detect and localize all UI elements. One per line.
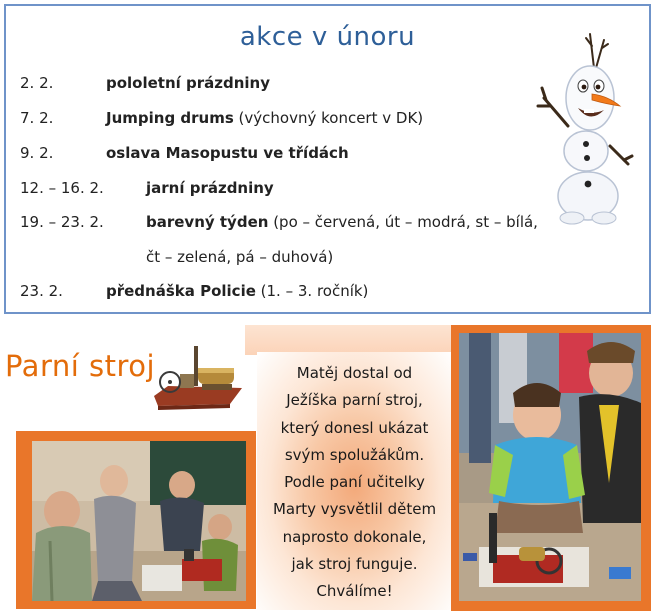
article-line: Marty vysvětlil dětem <box>272 500 437 519</box>
article-text <box>257 360 452 606</box>
article-text-box <box>257 352 452 610</box>
article-line: Matěj dostal od <box>296 364 413 382</box>
article-line: naprosto dokonale, <box>282 527 427 546</box>
event-date: 23. 2. <box>20 282 63 300</box>
article-line: jak stroj funguje. <box>291 555 418 574</box>
event-name: pololetní prázdniny <box>106 74 271 92</box>
article-line: Ježíška parní stroj, <box>286 391 423 410</box>
event-name: barevný týden <box>146 213 269 231</box>
steam-engine-picture <box>150 342 246 418</box>
event-name: oslava Masopustu ve třídách <box>106 144 349 162</box>
event-detail: čt – zelená, pá – duhová) <box>146 248 334 266</box>
event-text <box>106 109 423 127</box>
event-name: jarní prázdniny <box>146 179 274 197</box>
event-date: 7. 2. <box>20 109 54 127</box>
decor-band <box>245 325 453 355</box>
event-text <box>106 144 349 162</box>
photo-frame <box>16 431 256 609</box>
article-line: který donesl ukázat <box>280 418 429 437</box>
event-date: 19. – 23. 2. <box>20 213 104 231</box>
snowman-picture <box>528 26 638 226</box>
event-name: přednáška Policie <box>106 282 256 300</box>
event-text <box>146 213 538 231</box>
event-date: 9. 2. <box>20 144 54 162</box>
event-text <box>146 248 333 266</box>
event-date: 12. – 16. 2. <box>20 179 104 197</box>
boys-photo <box>459 333 641 601</box>
section-title: Parní stroj <box>5 349 156 383</box>
event-name: Jumping drums <box>106 109 234 127</box>
event-text <box>146 179 274 197</box>
event-text <box>106 74 270 92</box>
event-detail: (po – červená, út – modrá, st – bílá, <box>268 213 538 231</box>
event-text <box>106 282 368 300</box>
event-detail: (1. – 3. ročník) <box>255 282 369 300</box>
event-detail: (výchovný koncert v DK) <box>233 109 424 127</box>
article-line: Podle paní učitelky <box>284 473 425 492</box>
article-line: svým spolužákům. <box>284 445 425 464</box>
photo-frame <box>451 325 651 611</box>
event-date: 2. 2. <box>20 74 54 92</box>
children-photo <box>32 441 246 601</box>
article-line: Chválíme! <box>316 582 393 601</box>
events-title: akce v únoru <box>239 22 416 52</box>
